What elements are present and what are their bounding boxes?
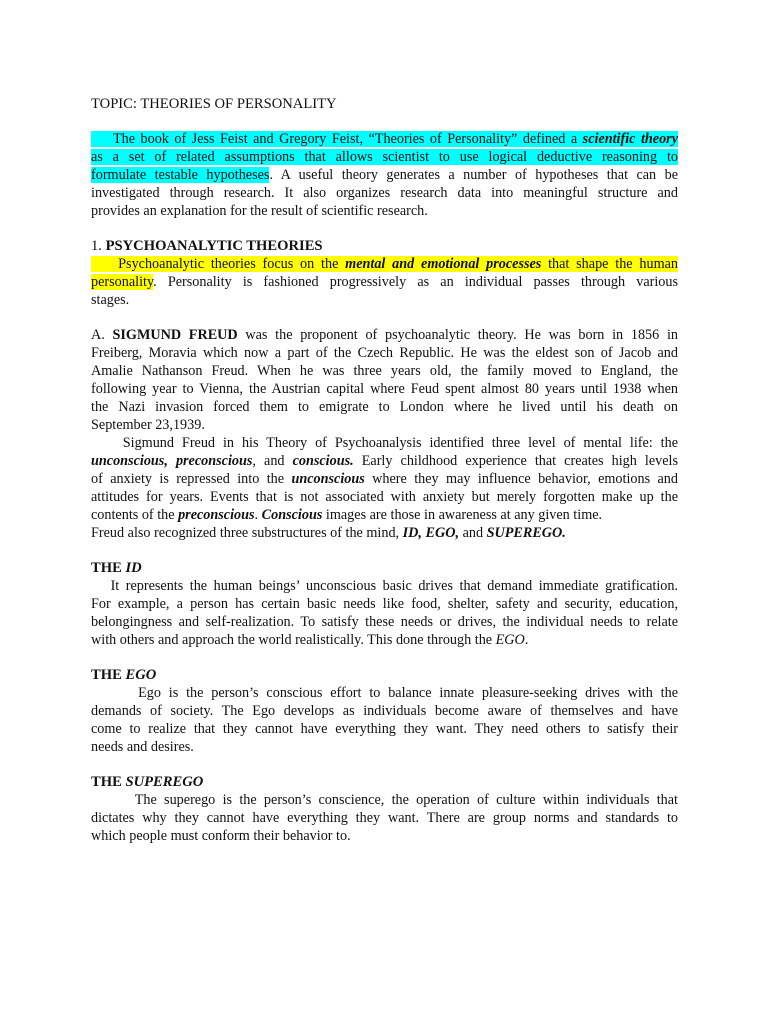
id-heading-prefix: THE [91, 560, 126, 576]
freud-p2-line-1 [91, 434, 678, 452]
ego-line-3: come to realize that they cannot have everything they want. They need others to satisfy their [91, 721, 678, 737]
section-heading-superego [91, 773, 678, 791]
freud-p2-text-5a: contents of the [91, 507, 179, 523]
section-title: PSYCHOANALYTIC THEORIES [105, 238, 323, 254]
superego-line-3: which people must conform their behavior to. [91, 828, 351, 844]
id-term-ego: EGO [495, 632, 525, 648]
term-unconscious-preconscious: unconscious, preconscious [91, 453, 253, 469]
term-preconscious: preconscious [178, 507, 255, 523]
superego-heading-prefix: THE [91, 774, 126, 790]
intro-line-2 [91, 148, 678, 166]
superego-line-1 [91, 791, 678, 809]
freud-p2-text-5e: images are those in awareness at any given time. [322, 507, 603, 523]
freud-p2-line-4: attitudes for years. Events that is not associated with anxiety but merely forgotten make up the [91, 489, 678, 505]
term-unconscious: unconscious [291, 471, 365, 487]
freud-p2-text-5c: . [254, 507, 262, 523]
superego-heading-term: SUPEREGO [125, 774, 204, 790]
freud-p2-text-1: Sigmund Freud in his Theory of Psychoanalysis identified three level of mental life: the [122, 435, 678, 451]
psych-highlight-2: personality [91, 274, 154, 290]
freud-p2-line-2 [91, 452, 678, 470]
freud-p2-line-3 [91, 470, 678, 488]
ego-line-2: demands of society. The Ego develops as individuals become aware of themselves and have [91, 703, 678, 719]
psych-highlight-1 [91, 256, 678, 272]
section-heading-id [91, 559, 678, 577]
freud-letter: A. [91, 327, 105, 343]
freud-p3-text-a: Freud also recognized three substructures of the mind, [91, 525, 403, 541]
id-line-4 [91, 631, 678, 649]
id-text-4a: with others and approach the world realistically. This done through the [91, 632, 496, 648]
freud-p2-text-2b: , and [252, 453, 293, 469]
freud-p3-line [91, 524, 678, 542]
freud-line-3: Amalie Nathanson Freud. When he was three years old, the family moved to England, the [91, 363, 678, 379]
ego-heading-prefix: THE [91, 667, 126, 683]
freud-text-1c: was the proponent of psychoanalytic theory. He was born in 1856 in [237, 327, 678, 343]
ego-line-1 [91, 684, 678, 702]
id-text-1: It represents the human beings’ unconscious basic drives that demand immediate gratification. [110, 578, 679, 594]
intro-text-3b: . A useful theory generates a number of hypotheses that can be [269, 167, 678, 183]
freud-name: SIGMUND FREUD [112, 327, 238, 343]
freud-p2-text-3a: of anxiety is repressed into the [91, 471, 292, 487]
id-line-3: belongingness and self-realization. To satisfy these needs or drives, the individual needs to relate [91, 614, 678, 630]
freud-line-6: September 23,1939. [91, 417, 205, 433]
freud-p2-text-3c: where they may influence behavior, emotions and [364, 471, 678, 487]
topic-heading [91, 95, 678, 113]
freud-p2-text-2d: Early childhood experience that creates high levels [353, 453, 678, 469]
psych-text-2b: . Personality is fashioned progressively as an individual passes through various [153, 274, 678, 290]
psych-line-1 [91, 255, 678, 273]
freud-line-2: Freiberg, Moravia which now a part of the Czech Republic. He was the eldest son of Jacob and [91, 345, 678, 361]
intro-line-5: provides an explanation for the result of scientific research. [91, 203, 428, 219]
freud-p3-text-c: and [459, 525, 487, 541]
intro-line-1 [91, 130, 678, 148]
freud-line-5: the Nazi invasion forced them to emigrate to London where he lived until his death on [91, 399, 678, 415]
term-scientific-theory: scientific theory [582, 131, 678, 147]
ego-text-1: Ego is the person’s conscious effort to balance innate pleasure-seeking drives with the [138, 685, 678, 701]
intro-highlight-2: as a set of related assumptions that allows scientist to use logical deductive reasoning to [91, 149, 678, 165]
topic-text: TOPIC: THEORIES OF PERSONALITY [91, 96, 337, 112]
intro-line-3 [91, 166, 678, 184]
ego-line-4: needs and desires. [91, 739, 194, 755]
freud-line-4: following year to Vienna, the Austrian capital where Feud spent almost 80 years until 1938 when [91, 381, 678, 397]
term-mental-emotional: mental and emotional processes [345, 256, 542, 272]
intro-text-1a: The book of Jess Feist and Gregory Feist, “Theories of Personality” defined a [112, 131, 583, 147]
term-conscious: conscious. [292, 453, 354, 469]
id-line-2: For example, a person has certain basic needs like food, shelter, safety and security, education, [91, 596, 678, 612]
psych-text-1a: Psychoanalytic theories focus on the [118, 256, 346, 272]
section-number: 1. [91, 238, 102, 254]
intro-highlight-1 [91, 131, 678, 147]
freud-line-1 [91, 326, 678, 344]
term-superego: SUPEREGO. [486, 525, 566, 541]
psych-line-2 [91, 273, 678, 291]
intro-line-4: investigated through research. It also organizes research data into meaningful structure and [91, 185, 678, 201]
section-heading-ego [91, 666, 678, 684]
superego-line-2: dictates why they cannot have everything they want. There are group norms and standards to [91, 810, 678, 826]
superego-text-1: The superego is the person’s conscience, the operation of culture within individuals that [134, 792, 678, 808]
section-heading-psychoanalytic [91, 237, 678, 255]
id-heading-term: ID [125, 560, 142, 576]
id-text-4c: . [524, 632, 529, 648]
ego-heading-term: EGO [125, 667, 157, 683]
freud-p2-line-5 [91, 506, 678, 524]
term-id-ego: ID, EGO, [402, 525, 460, 541]
intro-highlight-3: formulate testable hypotheses [91, 167, 270, 183]
id-line-1 [91, 577, 678, 595]
term-conscious-images: Conscious [261, 507, 323, 523]
psych-line-3: stages. [91, 292, 130, 308]
psych-text-1c: that shape the human [541, 256, 678, 272]
